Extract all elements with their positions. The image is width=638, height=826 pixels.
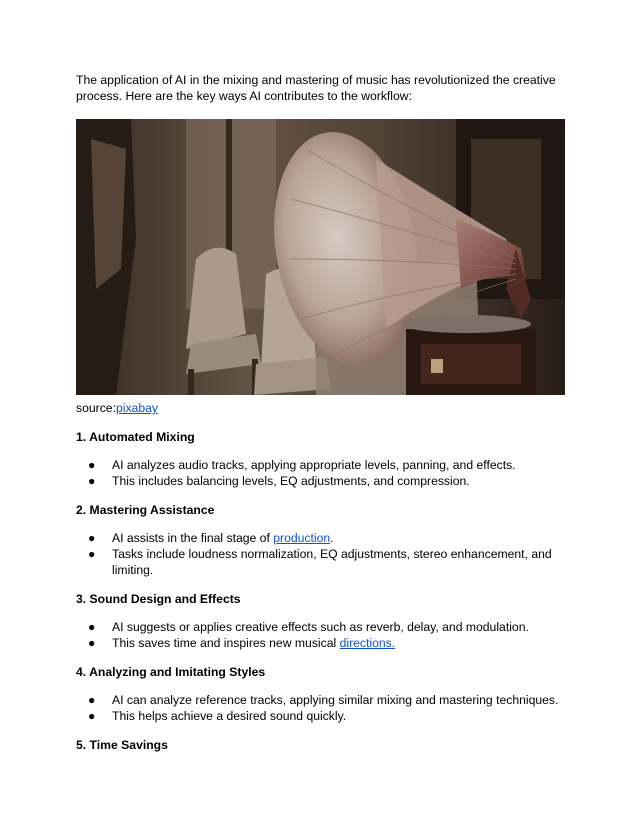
bullet-text: AI analyzes audio tracks, applying appropriate levels, panning, and effects.: [112, 458, 516, 472]
bullet-text: Tasks include loudness normalization, EQ adjustments, stereo enhancement, and limiting.: [112, 547, 552, 577]
section-5: [76, 737, 566, 753]
bullet-list: [76, 692, 566, 724]
bullet-list: [76, 457, 566, 489]
bullet-icon: ●: [88, 693, 96, 707]
section-heading: 3. Sound Design and Effects: [76, 592, 241, 606]
section-4: [76, 664, 566, 724]
section-2: [76, 502, 566, 578]
bullet-text: AI suggests or applies creative effects such as reverb, delay, and modulation.: [112, 620, 529, 634]
list-item: [76, 635, 566, 651]
list-item: [76, 530, 566, 546]
list-item: [76, 619, 566, 635]
section-heading: 4. Analyzing and Imitating Styles: [76, 665, 266, 679]
bullet-icon: ●: [88, 458, 96, 472]
bullet-text: This saves time and inspires new musical: [112, 636, 340, 650]
bullet-icon: ●: [88, 531, 96, 545]
list-item: [76, 546, 566, 578]
list-item: [76, 692, 566, 708]
gramophone-photo: [76, 119, 565, 395]
section-1: [76, 429, 566, 489]
section-heading: 2. Mastering Assistance: [76, 503, 215, 517]
bullet-text: This includes balancing levels, EQ adjustments, and compression.: [112, 474, 470, 488]
section-heading: 1. Automated Mixing: [76, 430, 195, 444]
source-prefix: source:: [76, 401, 116, 415]
bullet-text-suffix: .: [330, 531, 334, 545]
bullet-text: AI can analyze reference tracks, applying similar mixing and mastering techniques.: [112, 693, 559, 707]
image-source: [76, 400, 566, 416]
document-page: [76, 72, 566, 753]
bullet-list: [76, 530, 566, 578]
list-item: [76, 457, 566, 473]
bullet-icon: ●: [88, 474, 96, 488]
section-3: [76, 591, 566, 651]
section-heading: 5. Time Savings: [76, 738, 168, 752]
pixabay-link[interactable]: pixabay: [115, 401, 158, 415]
list-item: [76, 708, 566, 724]
list-item: [76, 473, 566, 489]
bullet-text: This helps achieve a desired sound quickly.: [112, 709, 347, 723]
inline-link[interactable]: production: [273, 531, 331, 545]
bullet-icon: ●: [88, 620, 96, 634]
bullet-text: AI assists in the final stage of: [112, 531, 274, 545]
intro-paragraph: The application of AI in the mixing and mastering of music has revolutionized the creative process. Here are the key ways AI contributes to the workflow:: [76, 73, 556, 103]
bullet-icon: ●: [88, 547, 96, 561]
bullet-icon: ●: [88, 709, 96, 723]
bullet-list: [76, 619, 566, 651]
bullet-icon: ●: [88, 636, 96, 650]
sections-container: [76, 429, 566, 753]
inline-link[interactable]: directions.: [339, 636, 396, 650]
